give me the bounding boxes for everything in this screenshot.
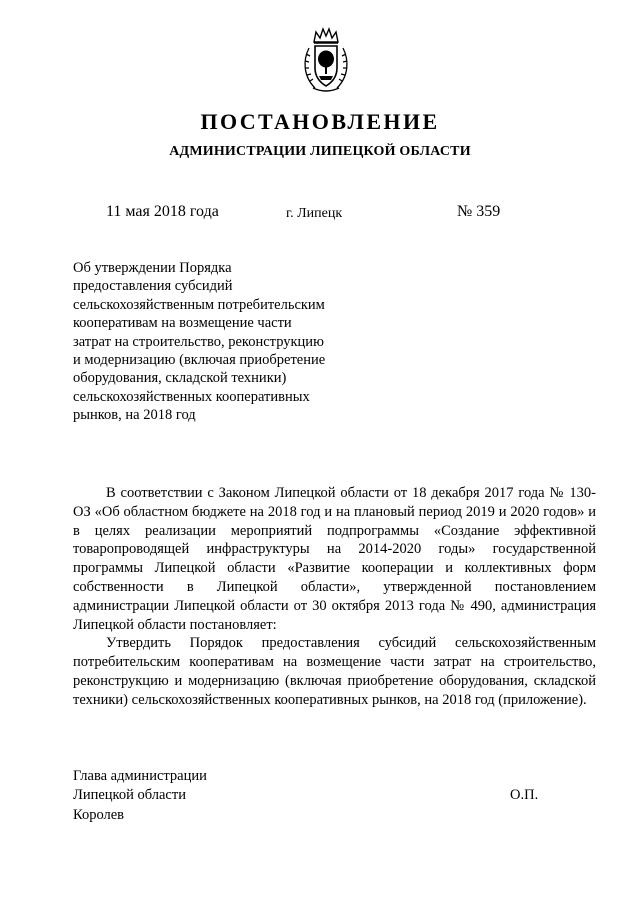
coat-of-arms-icon [301, 26, 351, 96]
signatory-surname: Королев [73, 806, 125, 823]
signatory-position: Глава администрации [73, 768, 207, 784]
heading-line: рынков, на 2018 год [73, 407, 196, 424]
heading-line: оборудования, складской техники) [73, 370, 287, 387]
body-paragraph-resolution: Утвердить Порядок предоставления субсидий сельскохозяйственным потребительским кооперативам на возмещение части затрат на строительство, реконструкцию и модернизацию (включая приобретение оборудования, складской техники) сельскохозяйственных кооперативных рынков, на 2018 год (приложение). [73, 635, 596, 708]
signatory-initials: О.П. [510, 787, 539, 803]
heading-line: затрат на строительство, реконструкцию [73, 333, 324, 350]
heading-line: и модернизацию (включая приобретение [73, 352, 326, 369]
signatory-region: Липецкой области [73, 787, 186, 804]
document-date: 11 мая 2018 года [106, 203, 219, 220]
document-title: ПОСТАНОВЛЕНИЕ [200, 109, 440, 134]
body-paragraph-preamble: В соответствии с Законом Липецкой области от 18 декабря 2017 года № 130-ОЗ «Об областном бюджете на 2018 год и на плановый период 2019 и 2020 годов» и в целях реализации мероприятий подпрограммы «Создание эффективной товаропроводящей инфраструктуры на 2014-2020 годы» государственной программы Липецкой области «Развитие кооперации и коллективных форм собственности в Липецкой области», утвержденной постановлением администрации Липецкой области от 30 октября 2013 года № 490, администрация Липецкой области постановляет: [73, 485, 596, 633]
heading-line: кооперативам на возмещение части [73, 315, 292, 332]
heading-line: сельскохозяйственных кооперативных [73, 388, 310, 405]
document-city: г. Липецк [286, 206, 343, 221]
document-heading [73, 259, 403, 425]
document-number: № 359 [457, 203, 501, 220]
issuing-authority: АДМИНИСТРАЦИИ ЛИПЕЦКОЙ ОБЛАСТИ [169, 144, 471, 159]
heading-line: предоставления субсидий [73, 278, 233, 295]
document-body [73, 484, 596, 710]
heading-line: Об утверждении Порядка [73, 260, 232, 276]
heading-line: сельскохозяйственным потребительским [73, 296, 325, 313]
signature-block [73, 767, 207, 825]
